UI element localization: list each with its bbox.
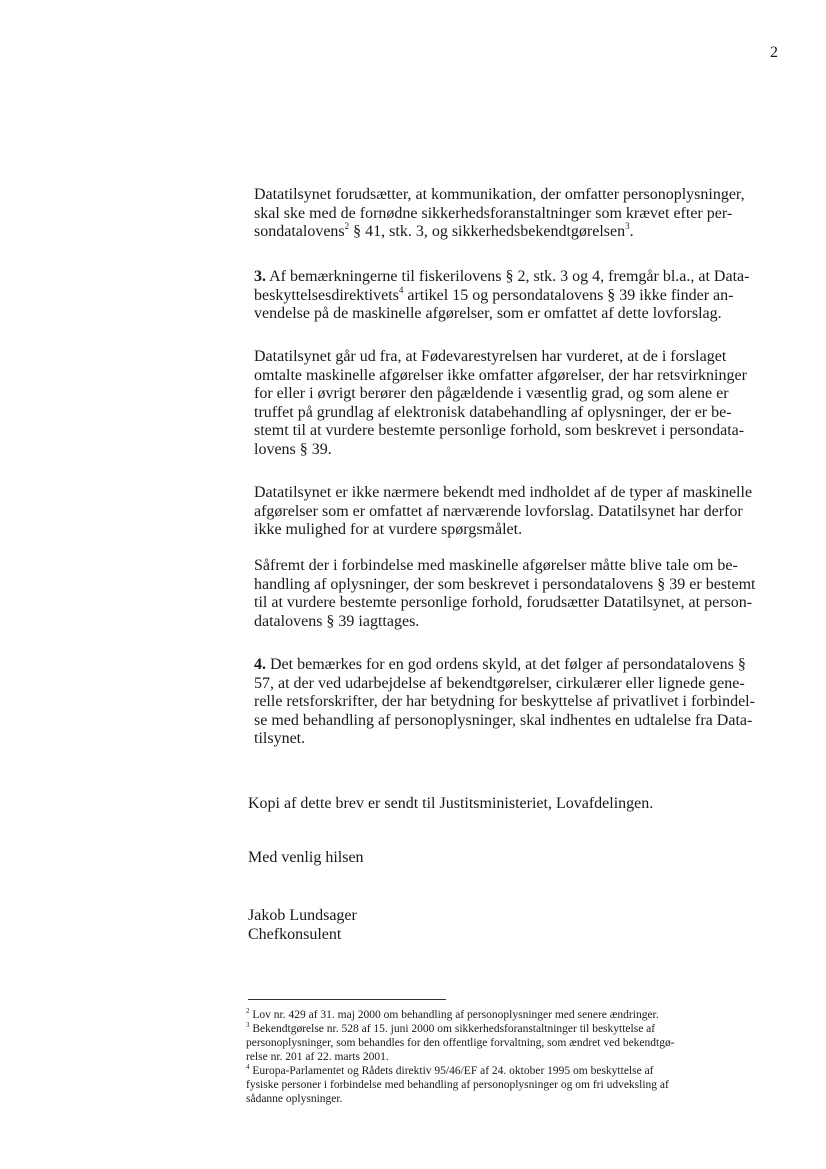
- text-line: se med behandling af personoplysninger, skal indhentes en udtalelse fra Data-: [254, 711, 753, 729]
- copy-note: Kopi af dette brev er sendt til Justitsministeriet, Lovafdelingen.: [248, 795, 654, 812]
- text-line: ikke mulighed for at vurdere spørgsmålet.: [254, 521, 523, 538]
- footnote-divider: [248, 999, 446, 1000]
- text-line: truffet på grundlag af elektronisk databehandling af oplysninger, der er be-: [254, 403, 732, 421]
- text-line: vendelse på de maskinelle afgørelser, som er omfattet af dette lovforslag.: [254, 305, 722, 322]
- text-line: Datatilsynet forudsætter, at kommunikation, der omfatter personoplysninger,: [254, 186, 745, 203]
- text-line: skal ske med de fornødne sikkerhedsforanstaltninger som krævet efter per-: [254, 204, 733, 222]
- footnote-ref-3: 3: [625, 221, 630, 231]
- footnote-3-continued: relse nr. 201 af 22. marts 2001.: [246, 1051, 389, 1063]
- text-line: til at vurdere bestemte personlige forhold, forudsætter Datatilsynet, at person-: [254, 594, 753, 611]
- text-line: Såfremt der i forbindelse med maskinelle afgørelser måtte blive tale om be-: [254, 557, 738, 574]
- footnote-2: $^2$ Lov nr. 429 af 31. maj 2000 om behandling af personoplysninger med senere ændringer.: [246, 1007, 659, 1021]
- section-number: 4.: [254, 656, 266, 673]
- text-line: datalovens § 39 iagttages.: [254, 612, 420, 630]
- footnote-4-continued: sådanne oplysninger.: [246, 1093, 343, 1105]
- text-line: omtalte maskinelle afgørelser ikke omfatter afgørelser, der har retsvirkninger: [254, 366, 747, 384]
- footnote-4: $^4$ Europa-Parlamentet og Rådets direktiv 95/46/EF af 24. oktober 1995 om beskyttelse af: [246, 1063, 654, 1077]
- text-line: 4. Det bemærkes for en god ordens skyld, at det følger af persondatalovens §: [254, 656, 746, 673]
- text-line: Datatilsynet er ikke nærmere bekendt med indholdet af de typer af maskinelle: [254, 484, 753, 501]
- paragraph-section-3: [254, 268, 784, 324]
- text-line: tilsynet.: [254, 730, 306, 747]
- text-line: 57, at der ved udarbejdelse af bekendtgørelser, cirkulærer eller lignede gene-: [254, 674, 745, 692]
- text-line: sondatalovens$^2$ § 41, stk. 3, og sikkerhedsbekendtgørelsen$^3$.: [254, 221, 634, 240]
- footnote-ref-4: 4: [398, 284, 404, 295]
- footnote-3: $^3$ Bekendtgørelse nr. 528 af 15. juni 2000 om sikkerhedsforanstaltninger til beskyttelse af: [246, 1021, 656, 1035]
- footnote-ref-2: 2: [344, 221, 350, 231]
- text-line: stemt til at vurdere bestemte personlige forhold, som beskrevet i persondata-: [254, 422, 745, 439]
- closing-greeting: Med venlig hilsen: [248, 849, 364, 866]
- text-line: lovens § 39.: [254, 440, 332, 458]
- section-number: 3.: [254, 268, 266, 285]
- footnote-4-continued: fysiske personer i forbindelse med behandling af personoplysninger og om fri udveksling af: [246, 1079, 669, 1091]
- paragraph-data-security: [254, 186, 784, 242]
- paragraph-decision-types: [254, 484, 784, 540]
- text-line: 3. Af bemærkningerne til fiskerilovens § 2, stk. 3 og 4, fremgår bl.a., at Data-: [254, 268, 750, 285]
- text-line: beskyttelsesdirektivets$^4$ artikel 15 og persondatalovens § 39 ikke finder an-: [254, 284, 734, 304]
- text-line: for eller i øvrigt berører den pågældende i væsentlig grad, og som alene er: [254, 385, 729, 402]
- text-line: Datatilsynet går ud fra, at Fødevarestyrelsen har vurderet, at de i forslaget: [254, 348, 727, 365]
- footnotes: [246, 1008, 766, 1106]
- page-number: 2: [770, 44, 778, 61]
- paragraph-automated-decisions: [254, 348, 784, 459]
- text-line: handling af oplysninger, der som beskrevet i persondatalovens § 39 er bestemt: [254, 575, 756, 593]
- paragraph-section-4: [254, 656, 784, 749]
- text-line: afgørelser som er omfattet af nærværende lovforslag. Datatilsynet har derfor: [254, 502, 743, 520]
- text-line: relle retsforskrifter, der har betydning for beskyttelse af privatlivet i forbindel-: [254, 693, 755, 710]
- signature-title: Chefkonsulent: [248, 926, 342, 943]
- signature-name: Jakob Lundsager: [248, 907, 357, 924]
- paragraph-section-39: [254, 557, 784, 631]
- footnote-3-continued: personoplysninger, som behandles for den offentlige forvaltning, som ændret ved bekendtgø-: [246, 1037, 675, 1049]
